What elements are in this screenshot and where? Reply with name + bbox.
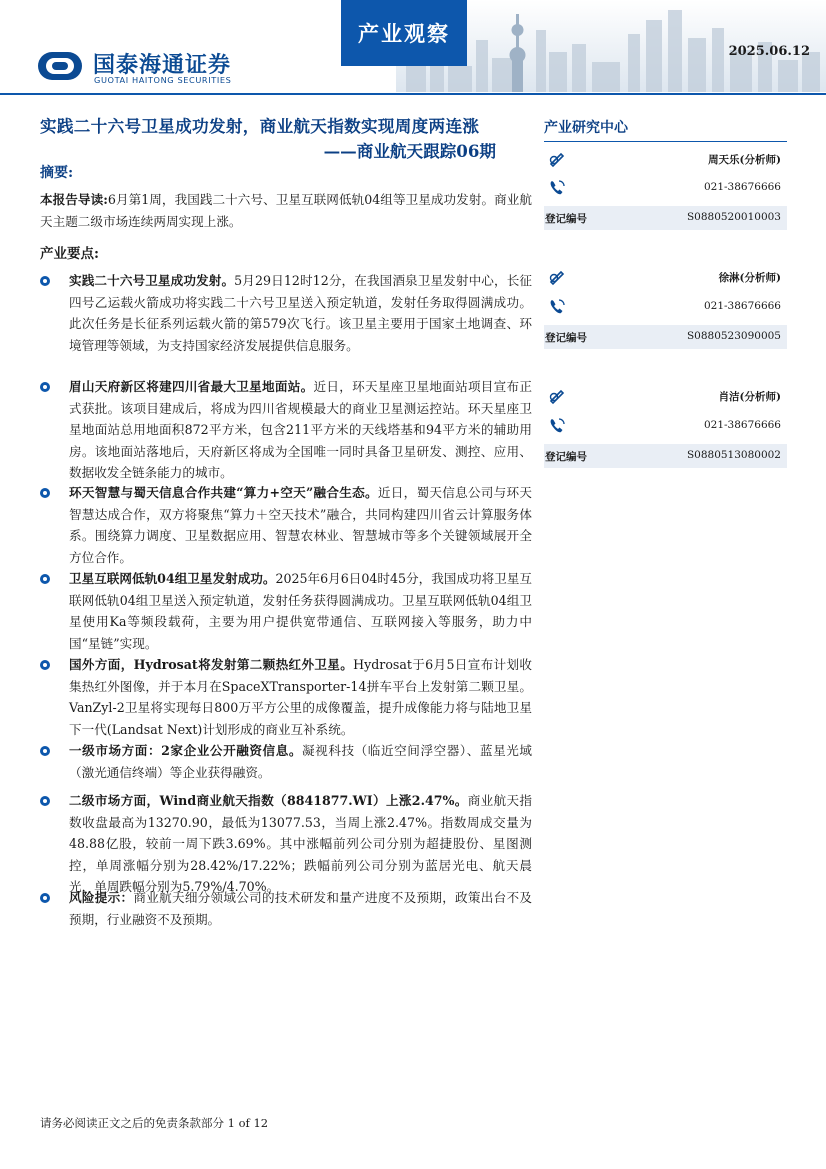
analyst-phone: 021-38676666 <box>703 300 781 312</box>
key-point-title: 卫星互联网低轨04组卫星发射成功。 <box>69 571 276 586</box>
key-point-item <box>40 482 532 568</box>
analyst-phone-row <box>544 176 787 200</box>
bullet-icon <box>40 746 50 756</box>
analyst-reg-row <box>544 206 787 230</box>
key-point-item <box>40 654 532 740</box>
key-point-text: 近日，环天星座卫星地面站项目宣布正式获批。该项目建成后，将成为四川省规模最大的商业卫星测运控站。环天星座卫星地面站总用地面积872平方米，包含211平方米的天线塔基和94平方米的辅助用房。该地面站落地后，天府新区将成为全国唯一同时具备卫星研发、测控、应用、数据收发全链条能力的城市。 <box>69 379 533 481</box>
page-footer: 请务必阅读正文之后的免责条款部分 1 of 12 <box>40 1116 269 1130</box>
analyst-reg-row <box>544 444 787 468</box>
phone-icon <box>548 179 566 197</box>
bullet-icon <box>40 893 50 903</box>
key-point-title: 一级市场方面：2家企业公开融资信息。 <box>69 743 303 758</box>
sidebar-divider <box>544 141 787 142</box>
key-point-text: 商业航天指数收盘最高为13270.90，最低为13077.53，当周上涨2.47%。指数周成交量为48.88亿股，较前一周下跌3.69%。其中涨幅前列公司分别为超捷股份、星图测控，单周涨幅分别为28.42%/17.22%；跌幅前列公司分别为蓝居光电、航天晨光，单周跌幅分别为5.79%/4.70%。 <box>69 793 532 895</box>
key-point-item <box>40 568 532 654</box>
report-title: 实践二十六号卫星成功发射，商业航天指数实现周度两连涨 <box>40 116 480 136</box>
pen-icon <box>548 268 566 286</box>
key-point-title: 实践二十六号卫星成功发射。 <box>69 273 235 288</box>
key-point-title: 二级市场方面，Wind商业航天指数（8841877.WI）上涨2.47%。 <box>69 793 468 808</box>
report-intro <box>40 189 532 232</box>
bullet-icon <box>40 276 50 286</box>
analyst-reg-number: S0880523090005 <box>686 330 781 342</box>
key-points-heading: 产业要点: <box>40 246 99 262</box>
page-header <box>0 0 826 96</box>
key-point-text: 商业航天细分领域公司的技术研发和量产进度不及预期，政策出台不及预期，行业融资不及预期。 <box>69 890 533 927</box>
key-point-text: 5月29日12时12分，在我国酒泉卫星发射中心，长征四号乙运载火箭成功将实践二十六号卫星送入预定轨道，发射任务取得圆满成功。此次任务是长征系列运载火箭的第579次飞行。该卫星主要用于国家土地调查、环境管理等领域，为支持国家经济发展提供信息服务。 <box>69 273 532 353</box>
header-divider <box>0 93 826 95</box>
company-logo-english: GUOTAI HAITONG SECURITIES <box>94 75 232 85</box>
phone-icon <box>548 417 566 435</box>
analyst-name-row <box>544 147 787 171</box>
intro-text: 6月第1周，我国践二十六号、卫星互联网低轨04组等卫星成功发射。商业航天主题二级市场连续两周实现上涨。 <box>40 192 532 229</box>
abstract-heading: 摘要: <box>40 165 74 181</box>
bullet-icon <box>40 660 50 670</box>
bullet-icon <box>40 574 50 584</box>
sidebar-heading: 产业研究中心 <box>544 120 628 136</box>
phone-icon <box>548 298 566 316</box>
analyst-name: 肖洁(分析师) <box>718 391 781 403</box>
pen-icon <box>548 150 566 168</box>
analyst-phone: 021-38676666 <box>703 419 781 431</box>
key-point-title: 风险提示： <box>69 890 134 905</box>
key-point-item <box>40 270 532 356</box>
key-point-item <box>40 740 532 783</box>
key-point-title: 眉山天府新区将建四川省最大卫星地面站。 <box>69 379 314 394</box>
key-point-item <box>40 887 532 930</box>
analyst-phone-row <box>544 295 787 319</box>
analyst-reg-row <box>544 325 787 349</box>
analyst-card <box>544 147 787 232</box>
key-point-item <box>40 790 532 898</box>
pen-icon <box>548 387 566 405</box>
reg-label: 登记编号 <box>545 332 587 344</box>
analyst-name: 周天乐(分析师) <box>708 154 781 166</box>
analyst-name-row <box>544 384 787 408</box>
key-point-text: Hydrosat于6月5日宣布计划收集热红外图像，并于本月在SpaceXTransporter-14拼车平台上发射第二颗卫星。VanZyl-2卫星将实现每日800万平方公里的成像覆盖，提升成像能力将与陆地卫星下一代(Landsat Next)计划形成的商业互补系统。 <box>69 657 532 737</box>
bullet-icon <box>40 382 50 392</box>
key-point-text: 近日，蜀天信息公司与环天智慧达成合作，双方将聚焦“算力＋空天技术”融合，共同构建四川省云计算服务体系。围绕算力调度、卫星数据应用、智慧农林业、智慧城市等多个关键领域展开全方位合作。 <box>69 485 532 565</box>
company-logo-text: 国泰海通证券 <box>93 53 232 78</box>
analyst-phone-row <box>544 414 787 438</box>
analyst-card <box>544 384 787 469</box>
analyst-name-row <box>544 265 787 289</box>
analyst-phone: 021-38676666 <box>703 181 781 193</box>
report-category-tag: 产业观察 <box>341 0 467 66</box>
reg-label: 登记编号 <box>545 213 587 225</box>
analyst-card <box>544 265 787 350</box>
bullet-icon <box>40 488 50 498</box>
analyst-reg-number: S0880520010003 <box>686 211 781 223</box>
key-point-title: 环天智慧与蜀天信息合作共建“算力+空天”融合生态。 <box>69 485 378 500</box>
intro-label: 本报告导读: <box>40 192 108 207</box>
key-point-title: 国外方面，Hydrosat将发射第二颗热红外卫星。 <box>69 657 354 672</box>
report-subtitle: ——商业航天跟踪06期 <box>323 141 496 161</box>
analyst-reg-number: S0880513080002 <box>686 449 781 461</box>
key-point-item <box>40 376 532 484</box>
key-point-text: 2025年6月6日04时45分，我国成功将卫星互联网低轨04组卫星送入预定轨道，发射任务获得圆满成功。卫星互联网低轨04组卫星使用Ka等频段载荷，主要为用户提供宽带通信、互联网接入等服务，助力中国“星链”实现。 <box>69 571 532 651</box>
key-point-text: 凝视科技（临近空间浮空器）、蓝星光域（激光通信终端）等企业获得融资。 <box>69 743 532 780</box>
reg-label: 登记编号 <box>545 451 587 463</box>
analyst-name: 徐淋(分析师) <box>718 272 781 284</box>
bullet-icon <box>40 796 50 806</box>
company-logo-icon <box>38 50 82 82</box>
report-date: 2025.06.12 <box>728 44 810 59</box>
